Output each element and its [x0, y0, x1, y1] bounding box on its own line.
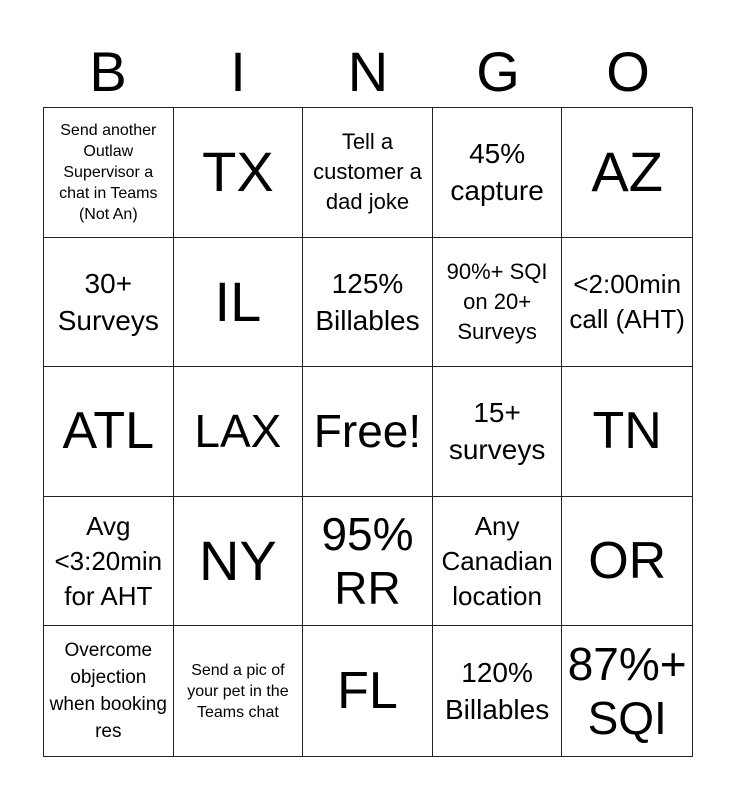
bingo-square-20[interactable]: OR	[562, 497, 692, 627]
bingo-card	[43, 107, 693, 757]
header-letter-n: N	[347, 40, 389, 103]
bingo-square-5[interactable]: AZ	[562, 108, 692, 238]
bingo-square-7[interactable]: IL	[174, 238, 304, 368]
bingo-square-19[interactable]: Any Canadian location	[433, 497, 563, 627]
bingo-square-2[interactable]: TX	[174, 108, 304, 238]
bingo-square-11[interactable]: ATL	[44, 367, 174, 497]
bingo-square-14[interactable]: 15+ surveys	[433, 367, 563, 497]
bingo-square-16[interactable]: Avg <3:20min for AHT	[44, 497, 174, 627]
bingo-square-17[interactable]: NY	[174, 497, 304, 627]
bingo-header	[43, 42, 693, 102]
bingo-square-4[interactable]: 45% capture	[433, 108, 563, 238]
bingo-square-10[interactable]: <2:00min call (AHT)	[562, 238, 692, 368]
bingo-square-free[interactable]: Free!	[303, 367, 433, 497]
bingo-square-12[interactable]: LAX	[174, 367, 304, 497]
bingo-square-15[interactable]: TN	[562, 367, 692, 497]
bingo-square-1[interactable]: Send another Outlaw Supervisor a chat in Teams (Not An)	[44, 108, 174, 238]
bingo-square-8[interactable]: 125% Billables	[303, 238, 433, 368]
bingo-square-25[interactable]: 87%+ SQI	[567, 638, 687, 745]
bingo-square-9[interactable]: 90%+ SQI on 20+ Surveys	[433, 238, 563, 368]
bingo-square-24[interactable]: 120% Billables	[433, 626, 563, 756]
header-letter-i: I	[230, 40, 246, 103]
bingo-square-18[interactable]: 95% RR	[303, 497, 433, 627]
bingo-square-21[interactable]: Overcome objection when booking res	[44, 626, 174, 756]
bingo-square-23[interactable]: FL	[303, 626, 433, 756]
bingo-square-6[interactable]: 30+ Surveys	[44, 238, 174, 368]
bingo-square-22[interactable]: Send a pic of your pet in the Teams chat	[174, 626, 304, 756]
header-letter-b: B	[89, 40, 127, 103]
bingo-square-3[interactable]: Tell a customer a dad joke	[303, 108, 433, 238]
header-letter-g: G	[476, 40, 520, 103]
header-letter-o: O	[606, 40, 650, 103]
